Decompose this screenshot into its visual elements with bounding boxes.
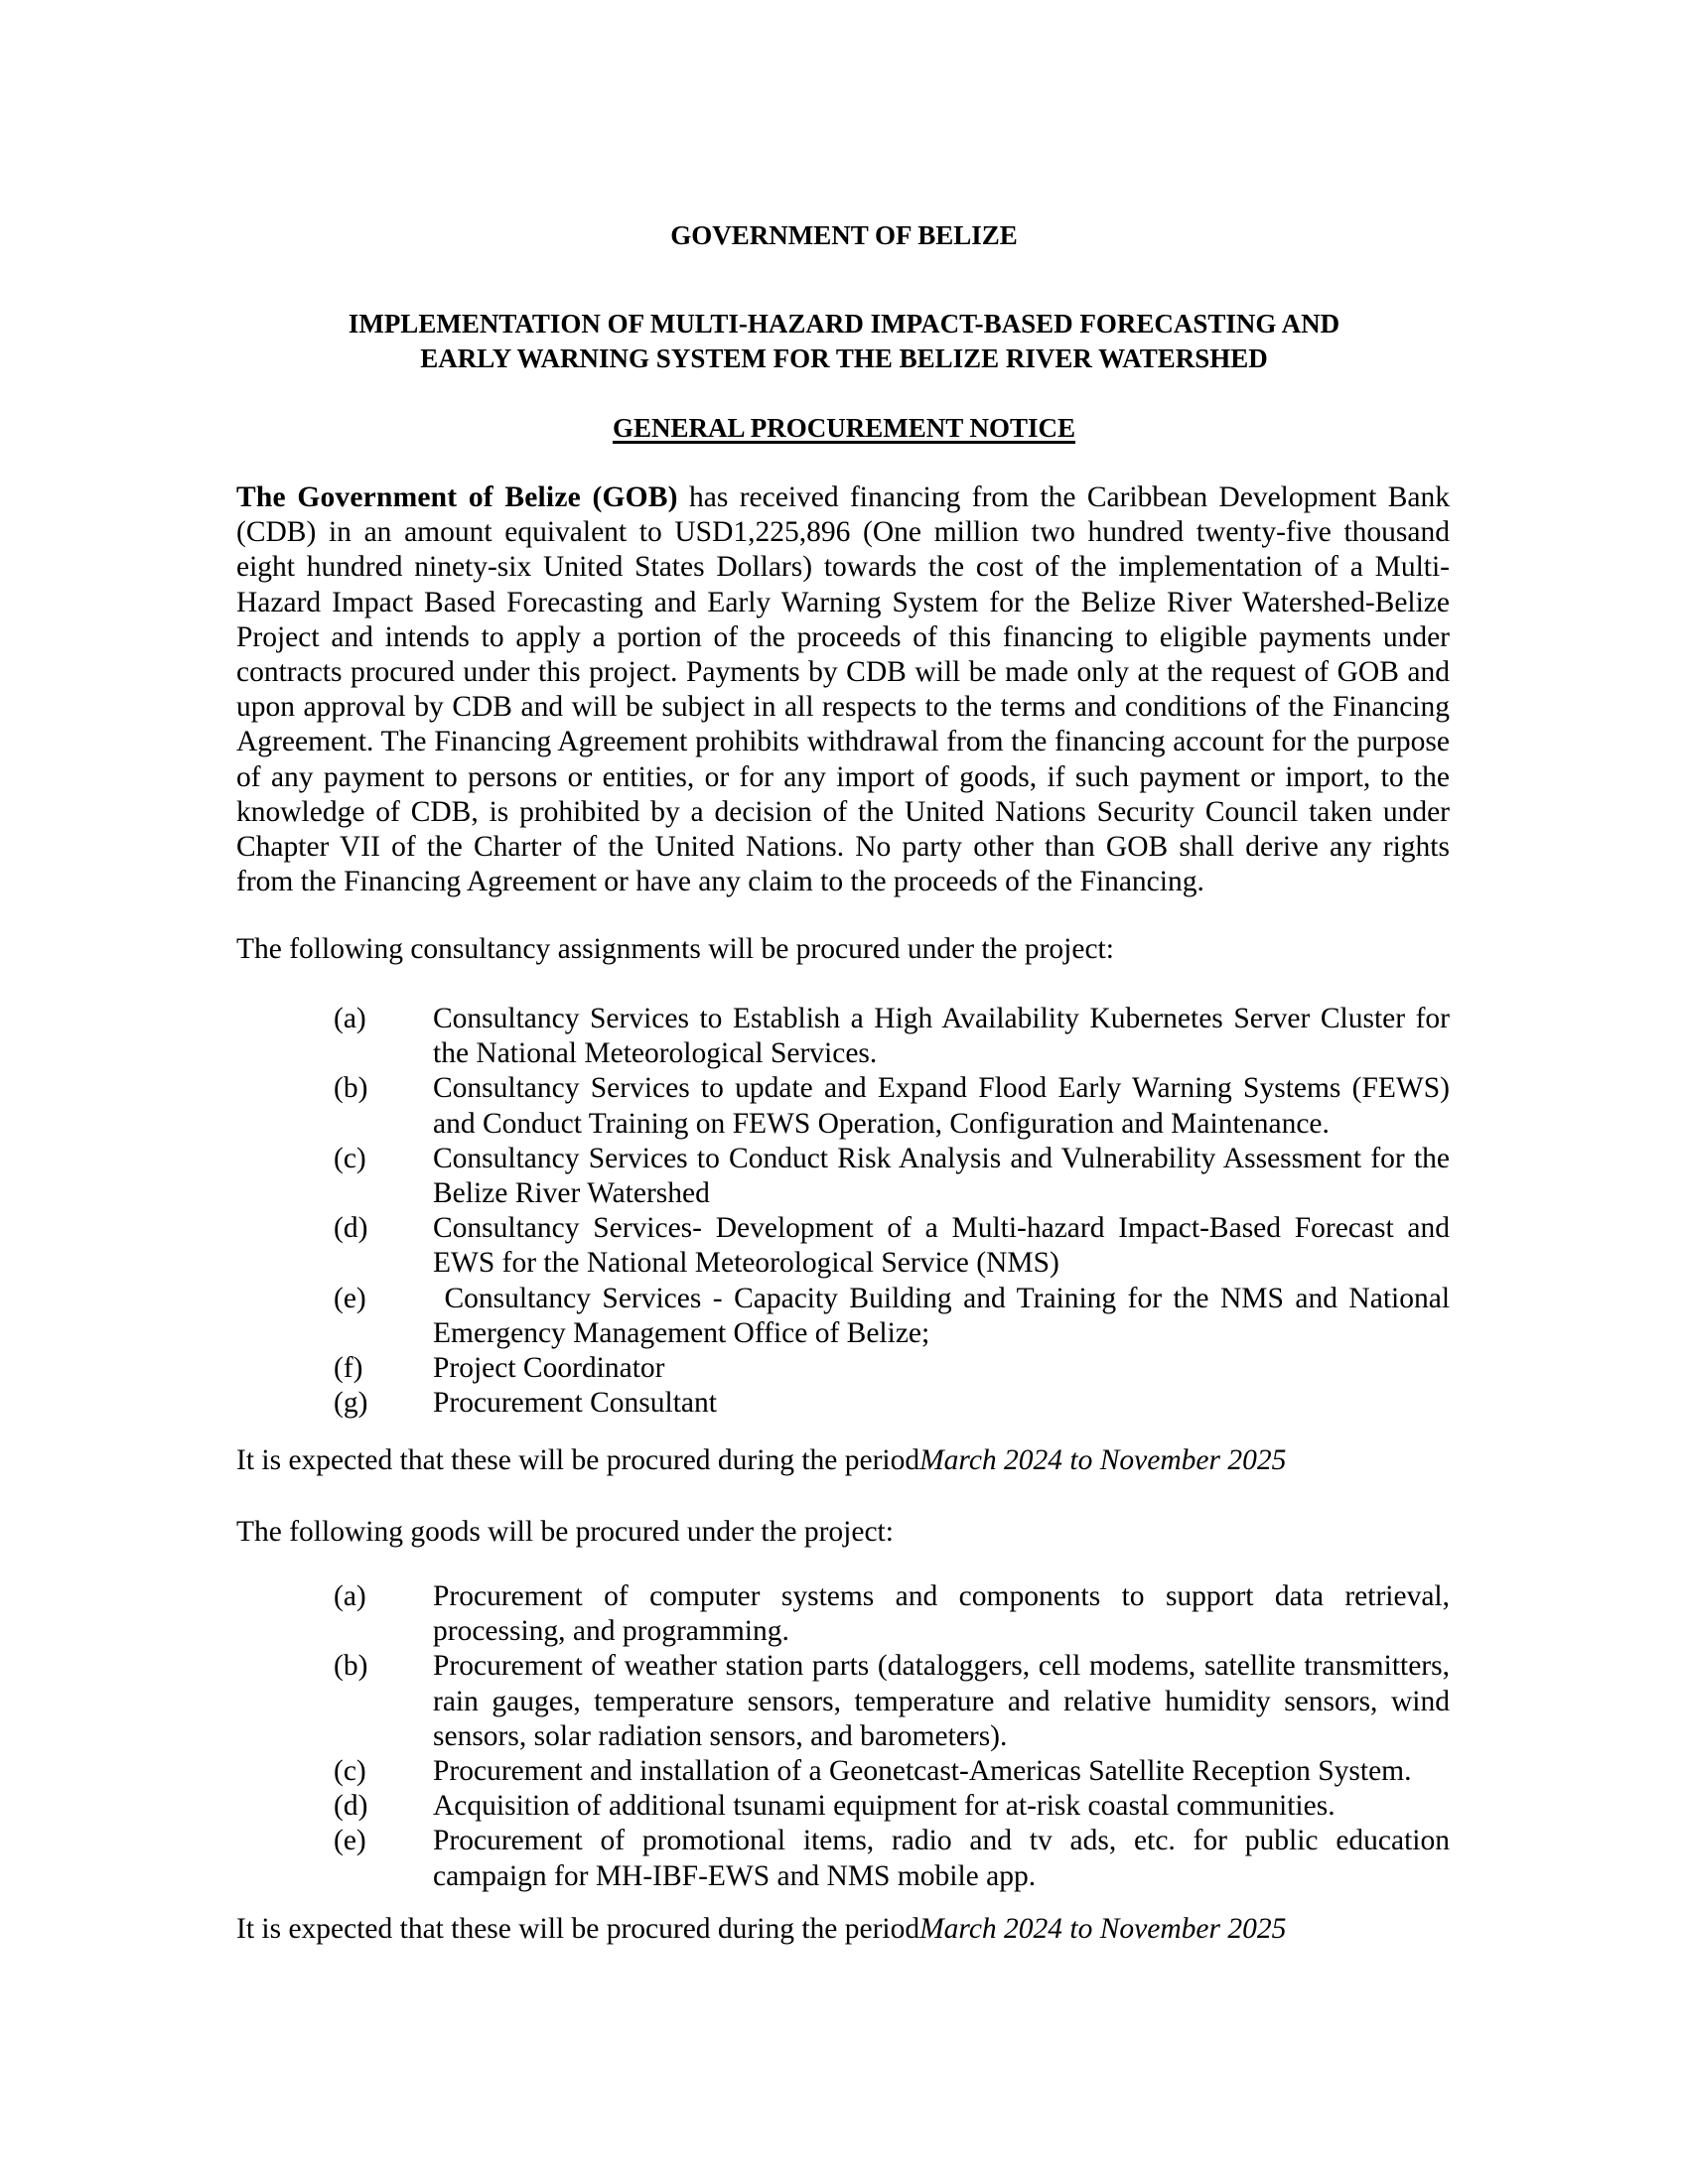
list-item-label: (b) — [334, 1650, 368, 1683]
list-item-label: (a) — [334, 1580, 366, 1612]
goods-period-statement — [236, 1912, 1450, 1947]
list-item-label: (f) — [334, 1352, 363, 1385]
list-item — [334, 1754, 1450, 1789]
list-item-label: (e) — [334, 1282, 366, 1314]
period-prefix: It is expected that these will be procured during the period — [236, 1444, 920, 1476]
notice-heading: GENERAL PROCUREMENT NOTICE — [612, 413, 1076, 443]
list-item-text: Consultancy Services to Establish a High Availability Kubernetes Server Cluster for the National Meteorological Services. — [433, 1003, 1450, 1070]
list-item-text: Consultancy Services to update and Expand Flood Early Warning Systems (FEWS) and Conduct Training on FEWS Operation, Configuration and Maintenance. — [433, 1072, 1450, 1140]
list-item-label: (d) — [334, 1212, 368, 1245]
goods-intro — [236, 1515, 1450, 1550]
list-item — [334, 1142, 1450, 1211]
list-item — [334, 1649, 1450, 1754]
consultancy-period-text — [236, 1443, 1450, 1478]
intro-lead-bold: The Government of Belize (GOB) — [236, 481, 678, 513]
list-item — [334, 1282, 1458, 1351]
list-item-text: Acquisition of additional tsunami equipment for at-risk coastal communities. — [433, 1790, 1336, 1823]
notice-heading-container — [0, 411, 1688, 446]
goods-list — [334, 1579, 1450, 1894]
list-item-text: Consultancy Services- Development of a Multi-hazard Impact-Based Forecast and EWS for the National Meteorological Service (NMS) — [433, 1212, 1450, 1280]
period-prefix: It is expected that these will be procured during the period — [236, 1913, 920, 1945]
list-item-label: (e) — [334, 1825, 366, 1857]
list-item-text: Procurement of promotional items, radio and tv ads, etc. for public education campaign for MH-IBF-EWS and NMS mobile app. — [433, 1825, 1450, 1892]
intro-body: has received financing from the Caribbean Development Bank (CDB) in an amount equivalent to USD1,225,896 (One million two hundred twenty-five thousand eight hundred ninety-six United States Dollars) towards the cost of the implementation of a Multi-Hazard Impact Based Forecasting and Early Warning System for the Belize River Watershed-Belize Project and intends to apply a portion of the proceeds of this financing to eligible payments under contracts procured under this project. Payments by CDB will be made only at the request of GOB and upon approval by CDB and will be subject in all respects to the terms and conditions of the Financing Agreement. The Financing Agreement prohibits withdrawal from the financing account for the purpose of any payment to persons or entities, or for any import of goods, if such payment or import, to the knowledge of CDB, is prohibited by a decision of the United Nations Security Council taken under Chapter VII of the Charter of the United Nations. No party other than GOB shall derive any rights from the Financing Agreement or have any claim to the proceeds of the Financing. — [236, 481, 1450, 898]
list-item — [334, 1211, 1450, 1281]
list-item — [334, 1002, 1450, 1071]
list-item — [334, 1071, 1450, 1141]
consultancy-period-statement — [236, 1443, 1450, 1478]
list-item-label: (d) — [334, 1790, 368, 1823]
list-item — [334, 1789, 1450, 1824]
project-title-line-1: IMPLEMENTATION OF MULTI-HAZARD IMPACT-BASED FORECASTING AND — [348, 309, 1340, 339]
intro-paragraph — [236, 480, 1450, 899]
list-item-label: (a) — [334, 1003, 366, 1034]
period-dates: March 2024 to November 2025 — [919, 1444, 1287, 1476]
intro-paragraph-text — [236, 480, 1450, 899]
goods-period-text — [236, 1912, 1450, 1947]
list-item — [334, 1386, 1450, 1421]
list-item-text: Procurement of weather station parts (dataloggers, cell modems, satellite transmitters, rain gauges, temperature sensors, temperature and relative humidity sensors, wind sensors, solar radiation sensors, and barometers). — [433, 1650, 1450, 1752]
project-title-line-2: EARLY WARNING SYSTEM FOR THE BELIZE RIVER WATERSHED — [420, 343, 1268, 373]
list-item-label: (g) — [334, 1387, 368, 1420]
list-item-text: Procurement Consultant — [433, 1387, 717, 1420]
list-item-label: (b) — [334, 1072, 368, 1105]
list-item — [334, 1824, 1450, 1893]
consultancy-list — [334, 1002, 1458, 1421]
list-item-text: Procurement of computer systems and components to support data retrieval, processing, and programming. — [433, 1580, 1450, 1648]
goods-intro-text: The following goods will be procured under the project: — [236, 1516, 894, 1548]
issuing-authority: GOVERNMENT OF BELIZE — [670, 220, 1018, 250]
list-item — [334, 1351, 1450, 1386]
list-item-label: (c) — [334, 1755, 366, 1788]
list-item-text: Procurement and installation of a Geonetcast-Americas Satellite Reception System. — [433, 1755, 1412, 1788]
list-item-label: (c) — [334, 1142, 366, 1174]
consultancy-intro — [236, 932, 1450, 967]
list-item-text: Project Coordinator — [433, 1352, 665, 1385]
list-item-text: Consultancy Services - Capacity Building and Training for the NMS and National Emergency Management Office of Belize; — [433, 1282, 1458, 1349]
list-item-text: Consultancy Services to Conduct Risk Analysis and Vulnerability Assessment for the Belize River Watershed — [433, 1142, 1450, 1210]
period-dates: March 2024 to November 2025 — [919, 1913, 1287, 1945]
list-item — [334, 1579, 1450, 1649]
consultancy-intro-text: The following consultancy assignments will be procured under the project: — [236, 933, 1114, 965]
